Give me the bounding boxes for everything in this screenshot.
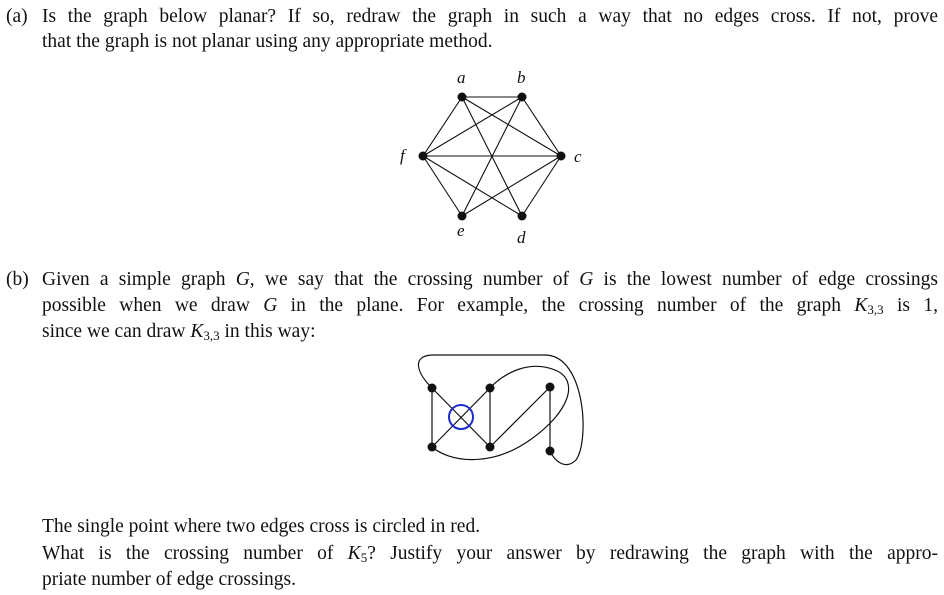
k33-vertex-top-left (428, 384, 437, 393)
k33-vertex-bottom-right (546, 447, 555, 456)
vertex-label-d: d (517, 228, 526, 247)
k33-edge-inner-loop (432, 366, 569, 459)
vertex-label-e: e (457, 221, 465, 240)
k33-vertex-bottom-middle (486, 443, 495, 452)
part-b-after-line-3: priate number of edge crossings. (42, 569, 296, 590)
part-a-marker: (a) (6, 6, 28, 27)
part-b-line-2: possible when we draw G in the plane. For example, the crossing number of the graph $K_{3,3}$ is 1, (42, 295, 938, 317)
part-b-after-line-1: The single point where two edges cross is circled in red. (42, 516, 481, 537)
part-a-line-2: that the graph is not planar using any appropriate method. (42, 31, 493, 52)
vertex-label-f: f (400, 146, 405, 165)
part-b-line-1: Given a simple graph G, we say that the crossing number of G is the lowest number of edge crossings (42, 269, 938, 290)
part-b-after-line-2: What is the crossing number of $K_5$? Justify your answer by redrawing the graph with the appro- (42, 543, 938, 565)
k33-vertex-top-middle (486, 384, 495, 393)
vertex-label-a: a (457, 68, 466, 87)
part-b-line-3: since we can draw $K_{3,3}$ in this way: (42, 321, 316, 343)
vertex-label-c: c (574, 147, 582, 166)
part-b-marker: (b) (6, 269, 29, 290)
k33-edge-to-right-upper (490, 387, 550, 447)
part-a-line-1: Is the graph below planar? If so, redraw the graph in such a way that no edges cross. If not, prove (42, 6, 938, 27)
k33-vertex-bottom-left (428, 443, 437, 452)
k33-vertex-top-right (546, 383, 555, 392)
vertex-label-b: b (517, 68, 526, 87)
